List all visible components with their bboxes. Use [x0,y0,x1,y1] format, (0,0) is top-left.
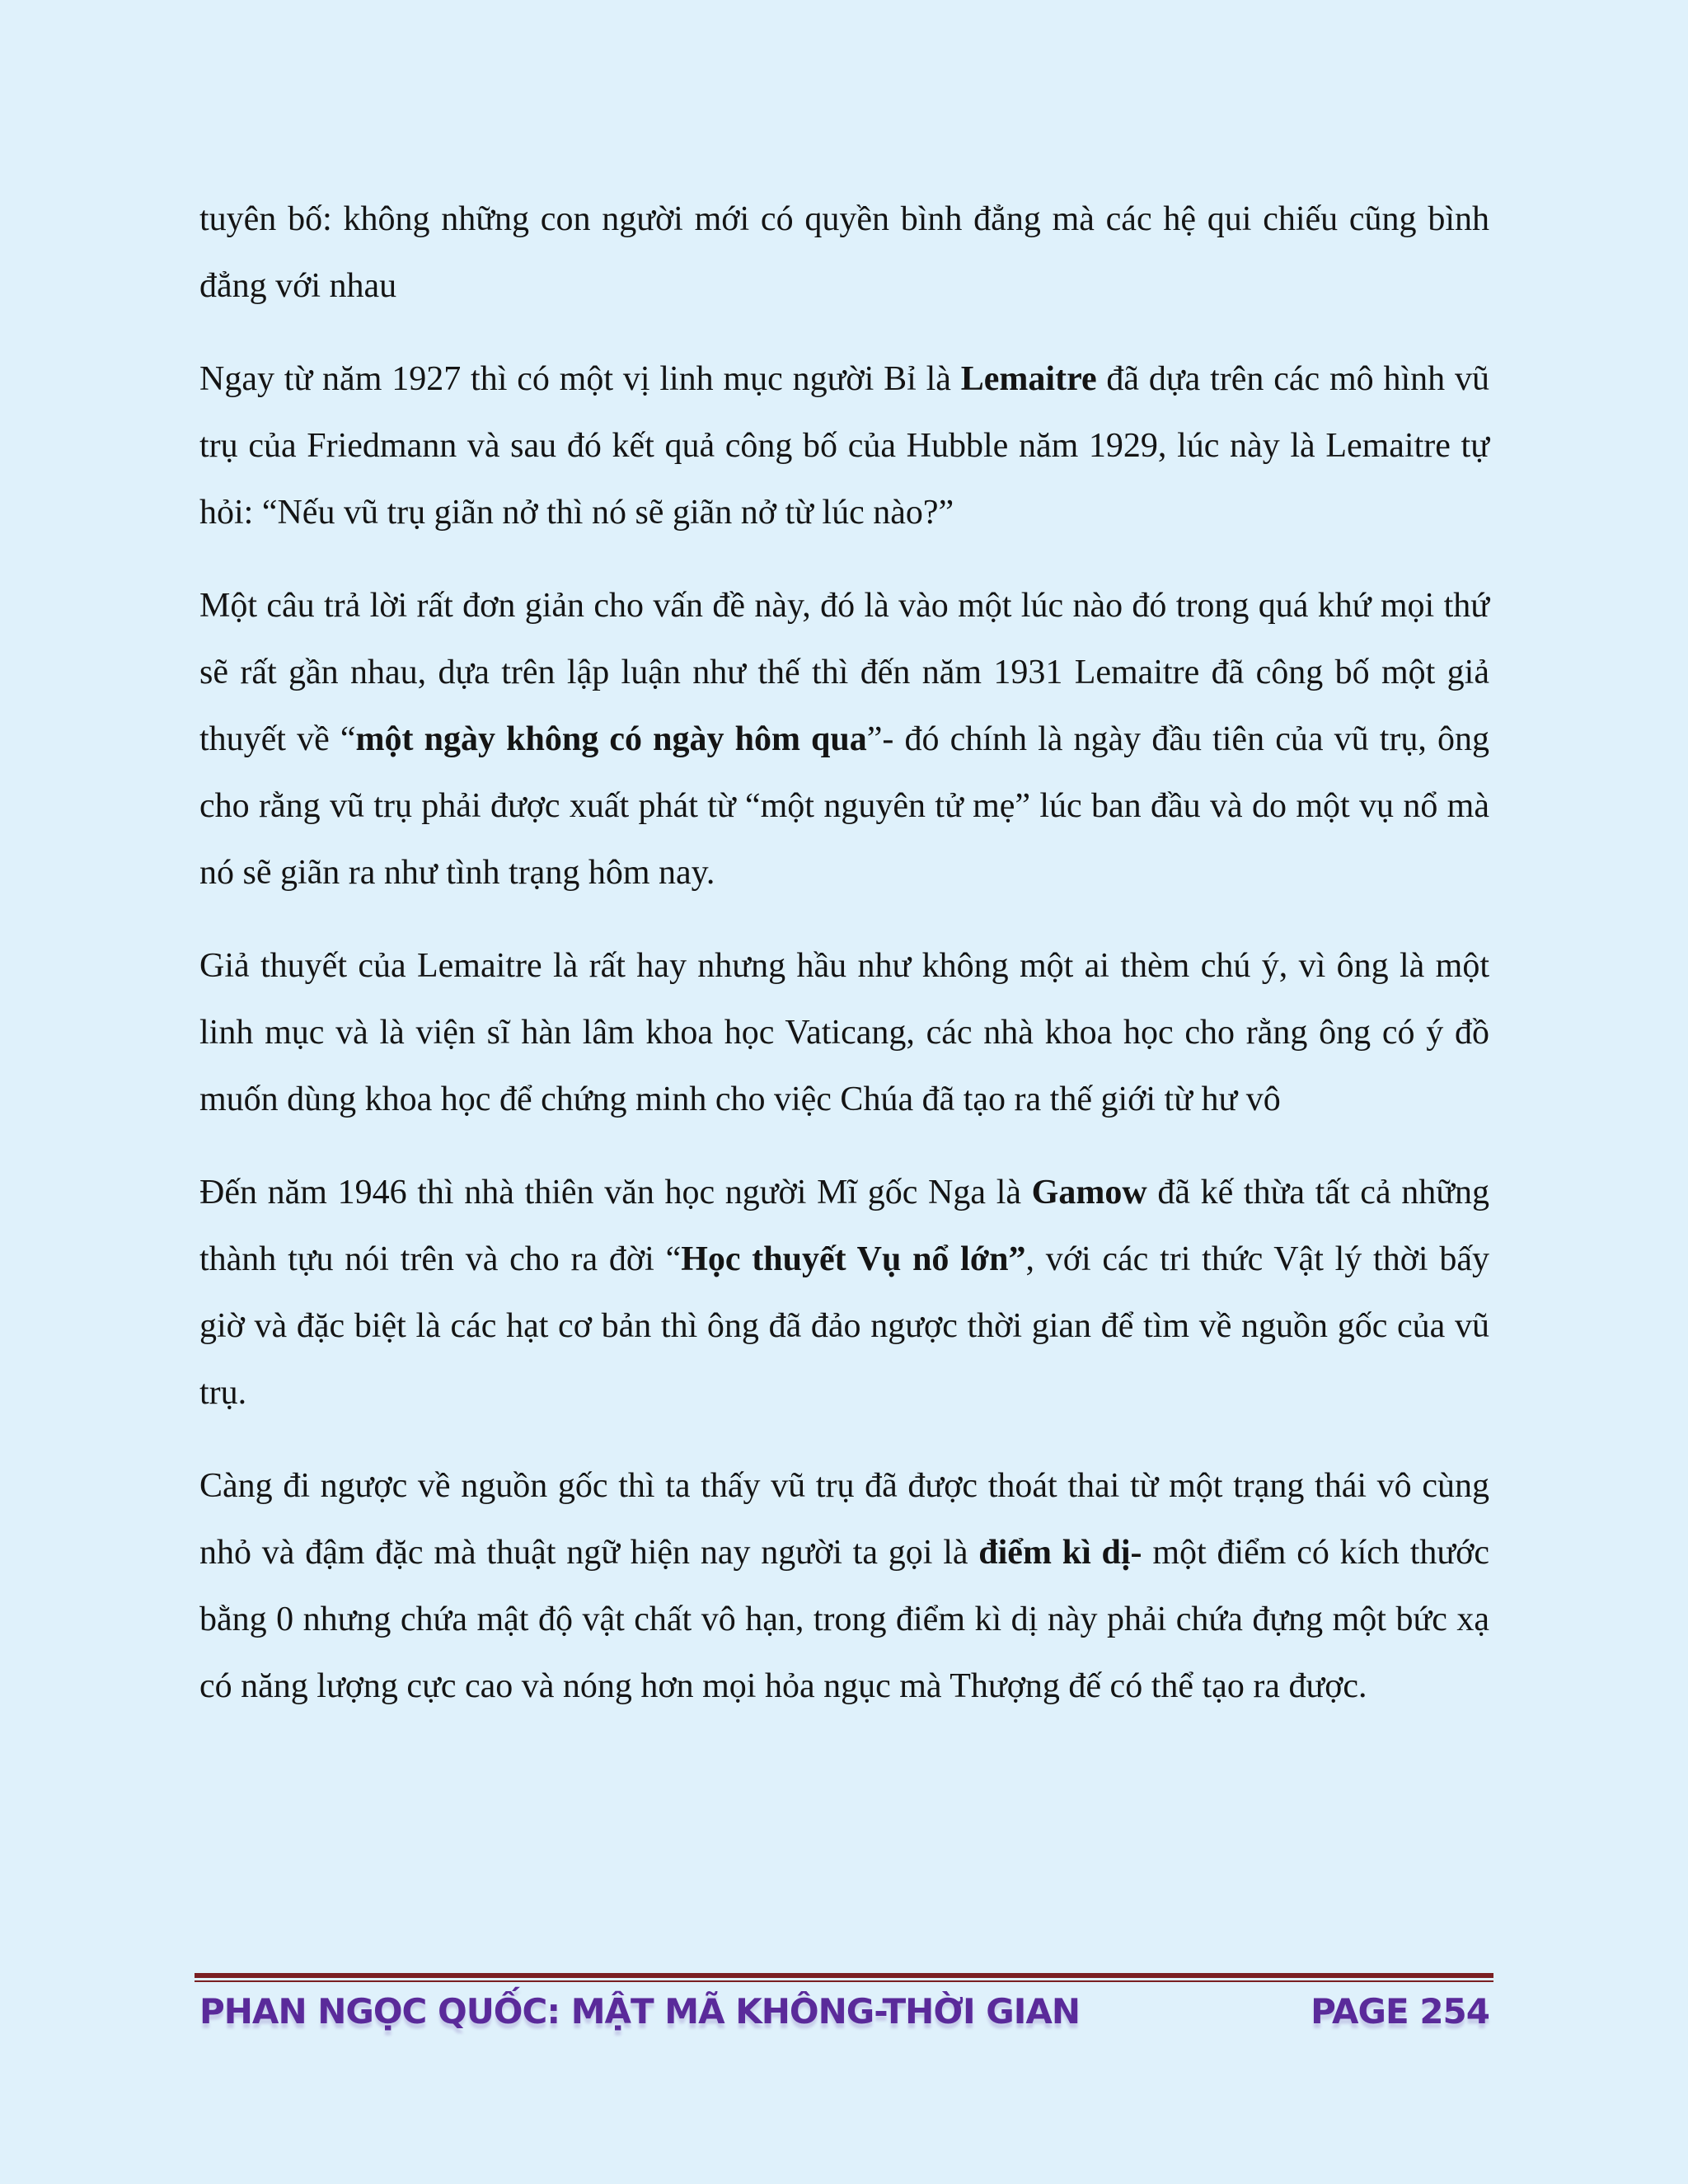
footer-title: PHAN NGỌC QUỐC: MẬT MÃ KHÔNG-THỜI GIAN [199,1990,1081,2032]
paragraph [199,186,1489,320]
paragraph [199,346,1489,546]
bold-term: một ngày không có ngày hôm qua [355,720,867,758]
page-footer [199,1986,1489,2036]
paragraph [199,933,1489,1133]
text-run: đã dựa trên các mô hình vũ trụ của Friedmann và sau đó kết quả công bố của Hubble năm 1929, lúc này là Lemaitre tự hỏi: “Nếu vũ trụ giãn nở thì nó sẽ giãn nở từ lúc nào?” [199,360,1489,532]
footer-divider-thin [195,1980,1493,1982]
bold-term: điểm kì dị- [978,1534,1142,1572]
bold-term: Gamow [1031,1174,1147,1212]
footer-divider [195,1973,1493,1978]
text-run: một điểm có kích thước bằng 0 nhưng chứa mật độ vật chất vô hạn, trong điểm kì dị này phải chứa đựng một bức xạ có năng lượng cực cao và nóng hơn mọi hỏa ngục mà Thượng đế có thể tạo ra được. [199,1534,1489,1705]
paragraph [199,1453,1489,1720]
text-run: Càng đi ngược về nguồn gốc thì ta thấy vũ trụ đã được thoát thai từ một trạng thái vô cùng nhỏ và đậm đặc mà thuật ngữ hiện nay người ta gọi là [199,1467,1489,1572]
text-run: tuyên bố: không những con người mới có quyền bình đẳng mà các hệ qui chiếu cũng bình đẳng với nhau [199,200,1489,305]
text-run: Ngay từ năm 1927 thì có một vị linh mục người Bỉ là [199,360,961,398]
text-run: đã kế thừa tất cả những thành tựu nói trên và cho ra đời “ [199,1174,1490,1278]
text-run: Một câu trả lời rất đơn giản cho vấn đề này, đó là vào một lúc nào đó trong quá khứ mọi thứ sẽ rất gần nhau, dựa trên lập luận như thế thì đến năm 1931 Lemaitre đã công bố một giả thuyết về “ [199,587,1489,758]
paragraph [199,1160,1489,1427]
text-run: , với các tri thức Vật lý thời bấy giờ và đặc biệt là các hạt cơ bản thì ông đã đảo ngược thời gian để tìm về nguồn gốc của vũ trụ. [199,1240,1490,1412]
page-body [199,186,1489,1746]
bold-term: Học thuyết Vụ nổ lớn” [681,1240,1026,1278]
text-run: Đến năm 1946 thì nhà thiên văn học người Mĩ gốc Nga là [199,1174,1032,1212]
text-run: Giả thuyết của Lemaitre là rất hay nhưng hầu như không một ai thèm chú ý, vì ông là một linh mục và là viện sĩ hàn lâm khoa học Vaticang, các nhà khoa học cho rằng ông có ý đồ muốn dùng khoa học để chứng minh cho việc Chúa đã tạo ra thế giới từ hư vô [199,947,1489,1118]
page-number: PAGE 254 [1311,1990,1489,2032]
bold-term: Lemaitre [960,360,1097,398]
text-run: ”- đó chính là ngày đầu tiên của vũ trụ, ông cho rằng vũ trụ phải được xuất phát từ “một nguyên tử mẹ” lúc ban đầu và do một vụ nổ mà nó sẽ giãn ra như tình trạng hôm nay. [199,720,1490,892]
paragraph [199,573,1489,907]
